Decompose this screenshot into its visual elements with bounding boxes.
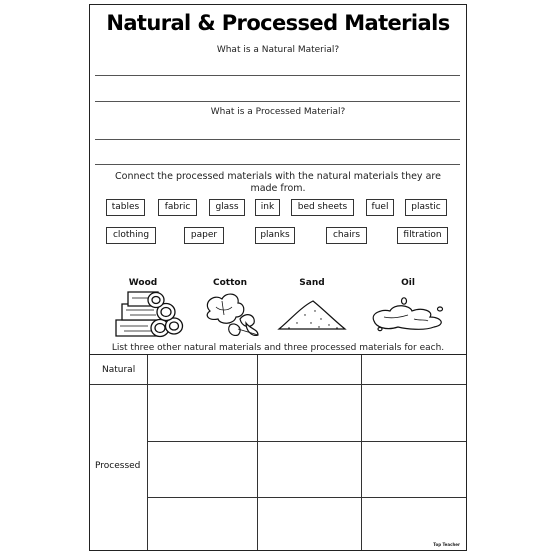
connect-instructions: Connect the processed materials with the natural materials they are made from. xyxy=(115,171,441,194)
answer-line[interactable] xyxy=(95,75,460,76)
label-cotton: Cotton xyxy=(213,278,247,288)
table-divider xyxy=(147,441,466,442)
chip-chairs[interactable]: chairs xyxy=(326,227,367,244)
chip-clothing[interactable]: clothing xyxy=(106,227,156,244)
chip-paper[interactable]: paper xyxy=(184,227,224,244)
chip-plastic[interactable]: plastic xyxy=(405,199,447,216)
label-wood: Wood xyxy=(128,278,158,288)
label-sand: Sand xyxy=(299,278,325,288)
worksheet-page xyxy=(89,4,467,551)
cotton-plant-icon xyxy=(200,289,262,339)
worksheet-title: Natural & Processed Materials xyxy=(106,11,450,35)
row-label-natural: Natural xyxy=(102,365,136,375)
chip-tables[interactable]: tables xyxy=(106,199,145,216)
answer-line[interactable] xyxy=(95,164,460,165)
chip-fabric[interactable]: fabric xyxy=(158,199,197,216)
chip-ink[interactable]: ink xyxy=(255,199,280,216)
wood-logs-icon xyxy=(108,290,184,340)
oil-spill-icon xyxy=(368,295,452,335)
chip-planks[interactable]: planks xyxy=(255,227,295,244)
chip-fuel[interactable]: fuel xyxy=(366,199,394,216)
list-instructions: List three other natural materials and three processed materials for each. xyxy=(111,343,445,353)
brand-logo: Top Teacher xyxy=(433,542,460,547)
answer-line[interactable] xyxy=(95,101,460,102)
table-divider xyxy=(147,497,466,498)
question-natural-material: What is a Natural Material? xyxy=(216,45,340,55)
chip-filtration[interactable]: filtration xyxy=(397,227,448,244)
table-divider xyxy=(147,355,148,550)
question-processed-material: What is a Processed Material? xyxy=(210,107,346,117)
row-label-processed: Processed xyxy=(95,461,141,471)
chip-bed-sheets[interactable]: bed sheets xyxy=(291,199,354,216)
chip-glass[interactable]: glass xyxy=(209,199,245,216)
materials-table xyxy=(90,354,466,550)
label-oil: Oil xyxy=(401,278,415,288)
sand-pile-icon xyxy=(275,295,349,335)
answer-line[interactable] xyxy=(95,139,460,140)
table-divider xyxy=(257,355,258,550)
table-divider xyxy=(361,355,362,550)
